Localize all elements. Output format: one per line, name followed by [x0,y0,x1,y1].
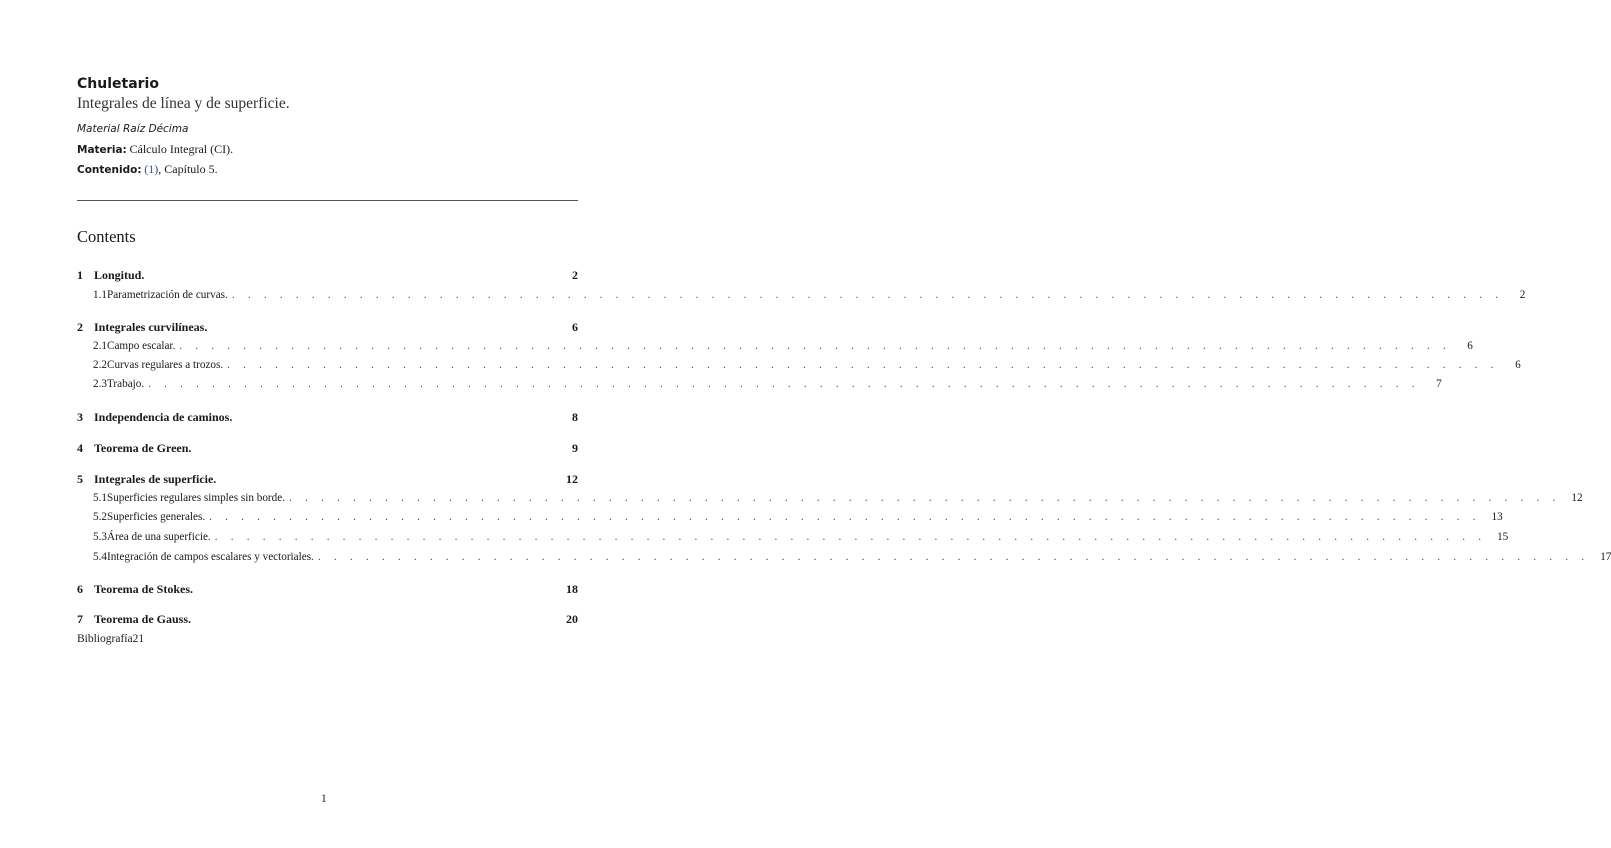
toc-section-4[interactable] [77,441,578,457]
toc-subsection-page: 15 [1497,531,1509,543]
toc-section-page: 18 [566,582,578,596]
page-number: 1 [321,793,327,805]
document-title: Chuletario [77,76,159,92]
toc-subsection-number: 1.1 [93,289,107,301]
toc-subsection-label: Integración de campos escalares y vectoriales. [106,551,314,563]
toc-subsection-2.2[interactable] [77,359,1521,375]
toc-dot-leader: . . . . . . . . . . . . . . . . . . . . . . . . . . . . . . . . . . . . . . . . . . . . . . . . . . . . . . . . . . . . . . . . . . . . . . . . . . . . . . . . [209,511,1481,523]
material-text: Material Raíz Décima [77,123,189,135]
toc-section-label: Independencia de caminos. [94,410,233,424]
toc-section-2[interactable] [77,320,578,336]
toc-subsection-page: 2 [1519,289,1526,301]
toc-subsection-number: 5.2 [93,511,107,523]
materia-value: Cálculo Integral (CI). [129,142,234,156]
toc-section-number: 7 [77,612,83,626]
toc-dot-leader: . . . . . . . . . . . . . . . . . . . . . . . . . . . . . . . . . . . . . . . . . . . . . . . . . . . . . . . . . . . . . . . . . . . . . . . . . . . . . . . . [317,551,1590,563]
toc-dot-leader: . . . . . . . . . . . . . . . . . . . . . . . . . . . . . . . . . . . . . . . . . . . . . . . . . . . . . . . . . . . . . . . . . . . . . . . . . . . . . . . . [231,289,1504,301]
toc-subsection-number: 5.4 [93,551,107,563]
toc-subsection-page: 17 [1600,551,1611,563]
document-subtitle: Integrales de línea y de superficie. [77,95,290,112]
toc-section-1[interactable] [77,268,578,284]
toc-section-5[interactable] [77,472,578,488]
materia-label: Materia: [77,144,127,156]
toc-subsection-number: 2.3 [93,378,107,390]
toc-dot-leader: . . . . . . . . . . . . . . . . . . . . . . . . . . . . . . . . . . . . . . . . . . . . . . . . . . . . . . . . . . . . . . . . . . . . . . . . . . . . . . . . [289,492,1561,504]
divider-rule [77,200,578,201]
toc-section-page: 6 [572,320,578,334]
toc-dot-leader: . . . . . . . . . . . . . . . . . . . . . . . . . . . . . . . . . . . . . . . . . . . . . . . . . . . . . . . . . . . . . . . . . . . . . . . . . . . . . . . . [179,340,1451,352]
toc-section-label: Teorema de Stokes. [94,582,193,596]
toc-dot-leader: . . . . . . . . . . . . . . . . . . . . . . . . . . . . . . . . . . . . . . . . . . . . . . . . . . . . . . . . . . . . . . . . . . . . . . . . . . . . . . . . [227,359,1499,371]
toc-subsection-5.4[interactable] [77,551,1611,567]
toc-section-label: Teorema de Gauss. [94,612,192,626]
toc-section-number: 3 [77,410,83,424]
toc-subsection-page: 12 [1571,492,1583,504]
toc-subsection-1.1[interactable] [77,289,1526,305]
toc-section-page: 9 [572,441,578,455]
toc-section-6[interactable] [77,582,578,598]
toc-subsection-2.1[interactable] [77,340,1473,356]
toc-section-label: Integrales curvilíneas. [94,320,208,334]
toc-section-label: Integrales de superficie. [94,472,217,486]
toc-section-page: 12 [566,472,578,486]
material-line [77,122,188,136]
toc-section-number: 4 [77,441,83,455]
toc-section-3[interactable] [77,410,578,426]
toc-subsection-5.2[interactable] [77,511,1503,527]
toc-subsection-label: Trabajo. [106,378,145,390]
toc-subsection-label: Área de una superficie. [106,531,211,543]
toc-section-number: 6 [77,582,83,596]
toc-section-page: 20 [566,612,578,626]
toc-subsection-number: 5.1 [93,492,107,504]
toc-subsection-page: 6 [1467,340,1473,352]
toc-subsection-page: 13 [1491,511,1503,523]
toc-subsection-label: Superficies generales. [106,511,206,523]
materia-line [77,142,233,157]
toc-section-page: 8 [572,410,578,424]
toc-subsection-label: Campo escalar. [106,340,176,352]
document-page [77,0,1611,848]
contents-heading: Contents [77,227,136,246]
contenido-value: , Capítulo 5. [158,162,218,176]
toc-subsection-label: Parametrización de curvas. [106,289,228,301]
toc-section-number: 1 [77,268,83,282]
toc-section-label: Longitud. [94,268,145,282]
citation-link[interactable]: (1) [144,162,159,176]
toc-subsection-5.3[interactable] [77,531,1509,547]
toc-section-label: Teorema de Green. [94,441,192,455]
toc-subsection-number: 2.1 [93,340,107,352]
toc-section-number: 5 [77,472,83,486]
toc-section-page: 2 [572,268,578,282]
toc-section-7[interactable] [77,612,578,628]
toc-section-number: 2 [77,320,83,334]
toc-dot-leader: . . . . . . . . . . . . . . . . . . . . . . . . . . . . . . . . . . . . . . . . . . . . . . . . . . . . . . . . . . . . . . . . . . . . . . . . . . . . . . . . [214,531,1487,543]
contenido-line [77,162,218,177]
toc-subsection-number: 5.3 [93,531,107,543]
toc-subsection-5.1[interactable] [77,492,1583,508]
contenido-label: Contenido: [77,164,142,176]
toc-dot-leader: . . . . . . . . . . . . . . . . . . . . . . . . . . . . . . . . . . . . . . . . . . . . . . . . . . . . . . . . . . . . . . . . . . . . . . . . . . . . . . . . [148,378,1420,390]
toc-subsection-label: Superficies regulares simples sin borde. [106,492,286,504]
bibliography-entry[interactable]: Bibliografía21 [77,633,145,645]
toc-subsection-2.3[interactable] [77,378,1442,394]
toc-subsection-page: 7 [1436,378,1442,390]
toc-subsection-number: 2.2 [93,359,107,371]
toc-subsection-label: Curvas regulares a trozos. [106,359,224,371]
toc-subsection-page: 6 [1515,359,1521,371]
